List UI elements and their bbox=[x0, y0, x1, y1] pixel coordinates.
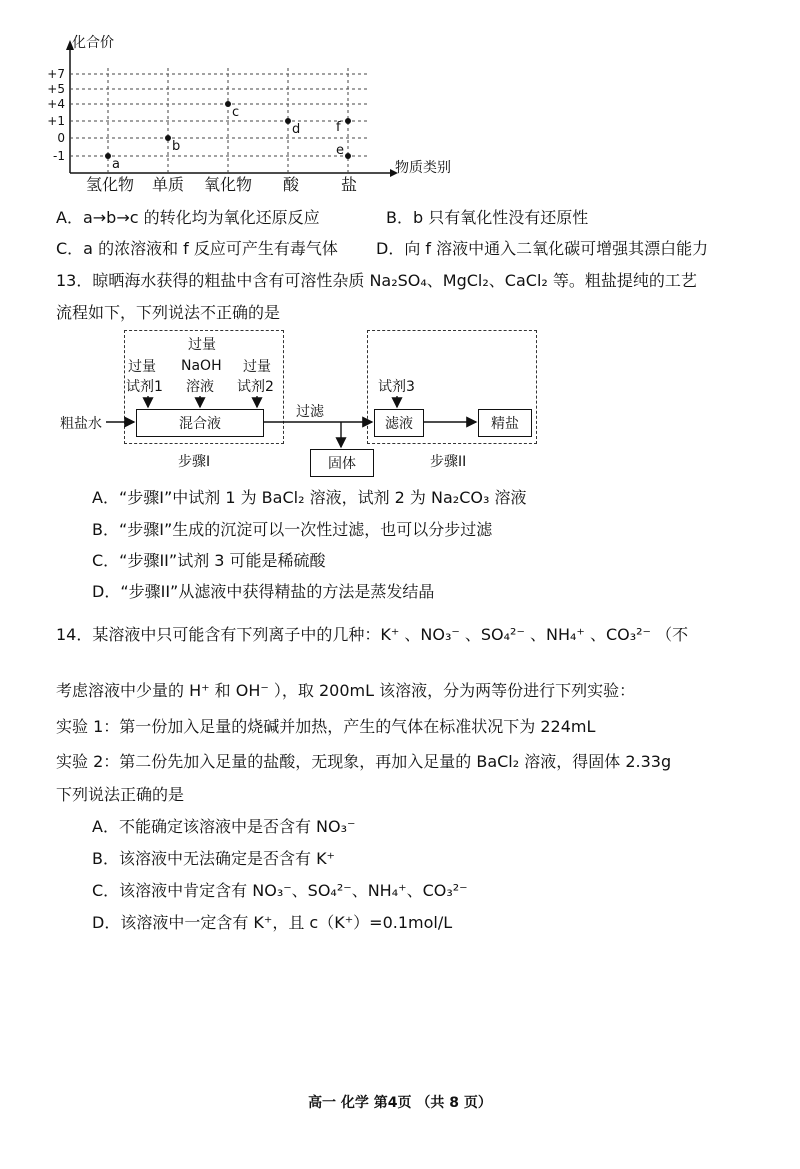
q12-option-b: B．b 只有氧化性没有还原性 bbox=[386, 208, 589, 227]
solid-label: 固体 bbox=[328, 456, 356, 472]
point-label-c: c bbox=[232, 105, 240, 120]
chart-category-oxide: 氧化物 bbox=[204, 175, 253, 194]
q14-prompt: 下列说法正确的是 bbox=[56, 785, 185, 804]
chart-x-axis-label: 物质类别 bbox=[395, 160, 451, 176]
point-label-f: f bbox=[336, 120, 341, 135]
q13-option-d: D．“步骤II”从滤液中获得精盐的方法是蒸发结晶 bbox=[92, 582, 435, 601]
y-tick-label: -1 bbox=[53, 149, 65, 163]
naoh-line1: 过量 bbox=[188, 337, 216, 353]
naoh-line3: 溶液 bbox=[186, 379, 214, 395]
y-tick-label: 0 bbox=[57, 131, 65, 145]
point-label-d: d bbox=[292, 122, 301, 137]
flow-arrows bbox=[0, 0, 800, 500]
q14-option-d: D．该溶液中一定含有 K⁺，且 c（K⁺）=0.1mol/L bbox=[92, 913, 453, 932]
filtrate-label: 滤液 bbox=[385, 416, 413, 432]
q14-stem-line1: 14．某溶液中只可能含有下列离子中的几种：K⁺ 、NO₃⁻ 、SO₄²⁻ 、NH₄⁺ 、CO₃²⁻ （不 bbox=[56, 625, 689, 644]
mixture-label: 混合液 bbox=[179, 416, 221, 432]
q14-option-c: C．该溶液中肯定含有 NO₃⁻、SO₄²⁻、NH₄⁺、CO₃²⁻ bbox=[92, 881, 468, 900]
page-footer: 高一 化学 第4页 （共 8 页） bbox=[308, 1095, 492, 1111]
filter-label: 过滤 bbox=[296, 404, 324, 420]
q14-option-b: B．该溶液中无法确定是否含有 K⁺ bbox=[92, 849, 336, 868]
q12-option-a: A．a→b→c 的转化均为氧化还原反应 bbox=[56, 208, 320, 227]
reagent2-line2: 试剂2 bbox=[237, 379, 274, 395]
q12-option-d: D．向 f 溶液中通入二氧化碳可增强其漂白能力 bbox=[376, 239, 709, 258]
y-tick-label: +5 bbox=[47, 82, 65, 96]
q13-option-a: A．“步骤I”中试剂 1 为 BaCl₂ 溶液，试剂 2 为 Na₂CO₃ 溶液 bbox=[92, 488, 527, 507]
q14-stem-line2: 考虑溶液中少量的 H⁺ 和 OH⁻ ），取 200mL 该溶液，分为两等份进行下列实验： bbox=[56, 681, 636, 700]
chart-category-element: 单质 bbox=[152, 175, 185, 194]
reagent3-label: 试剂3 bbox=[378, 379, 415, 395]
y-tick-label: +7 bbox=[47, 67, 65, 81]
q13-stem-line1: 13．晾晒海水获得的粗盐中含有可溶性杂质 Na₂SO₄、MgCl₂、CaCl₂ 等。粗盐提纯的工艺 bbox=[56, 271, 697, 290]
chart-category-acid: 酸 bbox=[283, 175, 300, 194]
chart-category-hydride: 氢化物 bbox=[86, 175, 135, 194]
naoh-line2: NaOH bbox=[181, 358, 222, 374]
y-tick-label: +1 bbox=[47, 114, 65, 128]
point-label-b: b bbox=[172, 139, 181, 154]
y-tick-label: +4 bbox=[47, 97, 65, 111]
q14-experiment-2: 实验 2：第二份先加入足量的盐酸，无现象，再加入足量的 BaCl₂ 溶液，得固体 2.33g bbox=[56, 752, 672, 771]
q13-option-c: C．“步骤II”试剂 3 可能是稀硫酸 bbox=[92, 551, 326, 570]
step2-label: 步骤II bbox=[430, 454, 467, 470]
fine-salt-label: 精盐 bbox=[491, 416, 519, 432]
chart-y-axis-label: 化合价 bbox=[72, 35, 114, 51]
reagent2-line1: 过量 bbox=[243, 359, 271, 375]
chart-category-salt: 盐 bbox=[341, 175, 358, 194]
step1-label: 步骤I bbox=[178, 454, 211, 470]
reagent1-line2: 试剂1 bbox=[126, 379, 163, 395]
input-crude-brine: 粗盐水 bbox=[60, 416, 102, 432]
point-label-e: e bbox=[336, 143, 344, 158]
q14-option-a: A．不能确定该溶液中是否含有 NO₃⁻ bbox=[92, 817, 356, 836]
q13-stem-line2: 流程如下，下列说法不正确的是 bbox=[56, 303, 281, 322]
q13-option-b: B．“步骤I”生成的沉淀可以一次性过滤，也可以分步过滤 bbox=[92, 520, 493, 539]
q14-experiment-1: 实验 1：第一份加入足量的烧碱并加热，产生的气体在标准状况下为 224mL bbox=[56, 717, 596, 736]
q12-option-c: C．a 的浓溶液和 f 反应可产生有毒气体 bbox=[56, 239, 338, 258]
point-label-a: a bbox=[112, 157, 120, 172]
reagent1-line1: 过量 bbox=[128, 359, 156, 375]
